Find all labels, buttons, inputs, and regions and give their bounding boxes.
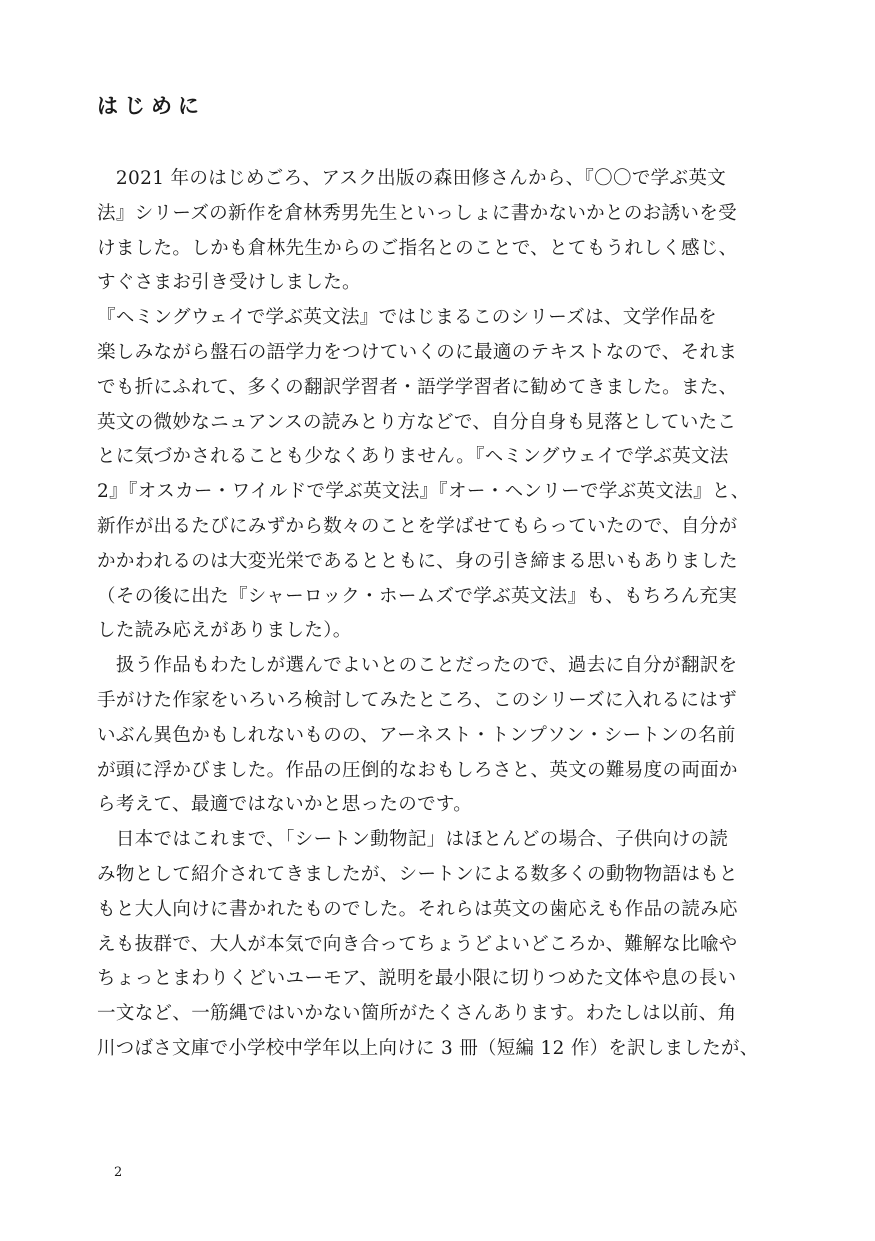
text-line: いぶん異色かもしれないものの、アーネスト・トンプソン・シートンの名前 <box>97 724 736 746</box>
text-line: 手がけた作家をいろいろ検討してみたところ、このシリーズに入れるにはず <box>97 689 737 711</box>
text-line: 2』『オスカー・ワイルドで学ぶ英文法』『オー・ヘンリーで学ぶ英文法』と、 <box>97 481 750 503</box>
text-line: み物として紹介されてきましたが、シートンによる数多くの動物物語はもと <box>97 863 738 885</box>
text-line: 日本ではこれまで、「シートン動物記」はほとんどの場合、子供向けの読 <box>97 829 729 851</box>
text-line: けました。しかも倉林先生からのご指名とのことで、とてもうれしく感じ、 <box>97 237 738 259</box>
body-text <box>97 162 757 1067</box>
text-line: した読み応えがありました）。 <box>97 620 352 642</box>
text-line: ら考えて、最適ではないかと思ったのです。 <box>97 794 473 816</box>
text-line: もと大人向けに書かれたものでした。それらは英文の歯応えも作品の読み応 <box>97 898 738 920</box>
page-title: はじめに <box>97 94 205 118</box>
text-line: とに気づかされることも少なくありません。『ヘミングウェイで学ぶ英文法 <box>97 446 729 468</box>
text-line: 法』シリーズの新作を倉林秀男先生といっしょに書かないかとのお誘いを受 <box>97 202 737 224</box>
text-line: でも折にふれて、多くの翻訳学習者・語学学習者に勧めてきました。また、 <box>97 376 738 398</box>
text-line: 一文など、一筋縄ではいかない箇所がたくさんあります。わたしは以前、角 <box>97 1003 737 1025</box>
text-line: 英文の微妙なニュアンスの読みとり方などで、自分自身も見落としていたこ <box>97 411 737 433</box>
text-line: 楽しみながら盤石の語学力をつけていくのに最適のテキストなので、それま <box>97 341 738 363</box>
text-line: 『ヘミングウェイで学ぶ英文法』ではじまるこのシリーズは、文学作品を <box>97 307 718 329</box>
text-line: が頭に浮かびました。作品の圧倒的なおもしろさと、英文の難易度の両面か <box>97 759 738 781</box>
text-line: かかわれるのは大変光栄であるとともに、身の引き締まる思いもありました <box>97 550 738 572</box>
text-line: ちょっとまわりくどいユーモア、説明を最小限に切りつめた文体や息の長い <box>97 968 737 990</box>
text-line: えも抜群で、大人が本気で向き合ってちょうどよいどころか、難解な比喩や <box>97 933 738 955</box>
text-line: 2021 年のはじめごろ、アスク出版の森田修さんから、『〇〇で学ぶ英文 <box>97 168 727 189</box>
text-line: 川つばさ文庫で小学校中学年以上向けに 3 冊（短編 12 作）を訳しましたが、 <box>97 1037 759 1059</box>
text-line: 新作が出るたびにみずから数々のことを学ばせてもらっていたので、自分が <box>97 515 738 537</box>
text-line: （その後に出た『シャーロック・ホームズで学ぶ英文法』も、もちろん充実 <box>97 585 738 607</box>
text-line: 扱う作品もわたしが選んでよいとのことだったので、過去に自分が翻訳を <box>97 655 738 677</box>
page-number: 2 <box>114 1165 123 1180</box>
text-line: すぐさまお引き受けしました。 <box>97 272 361 294</box>
